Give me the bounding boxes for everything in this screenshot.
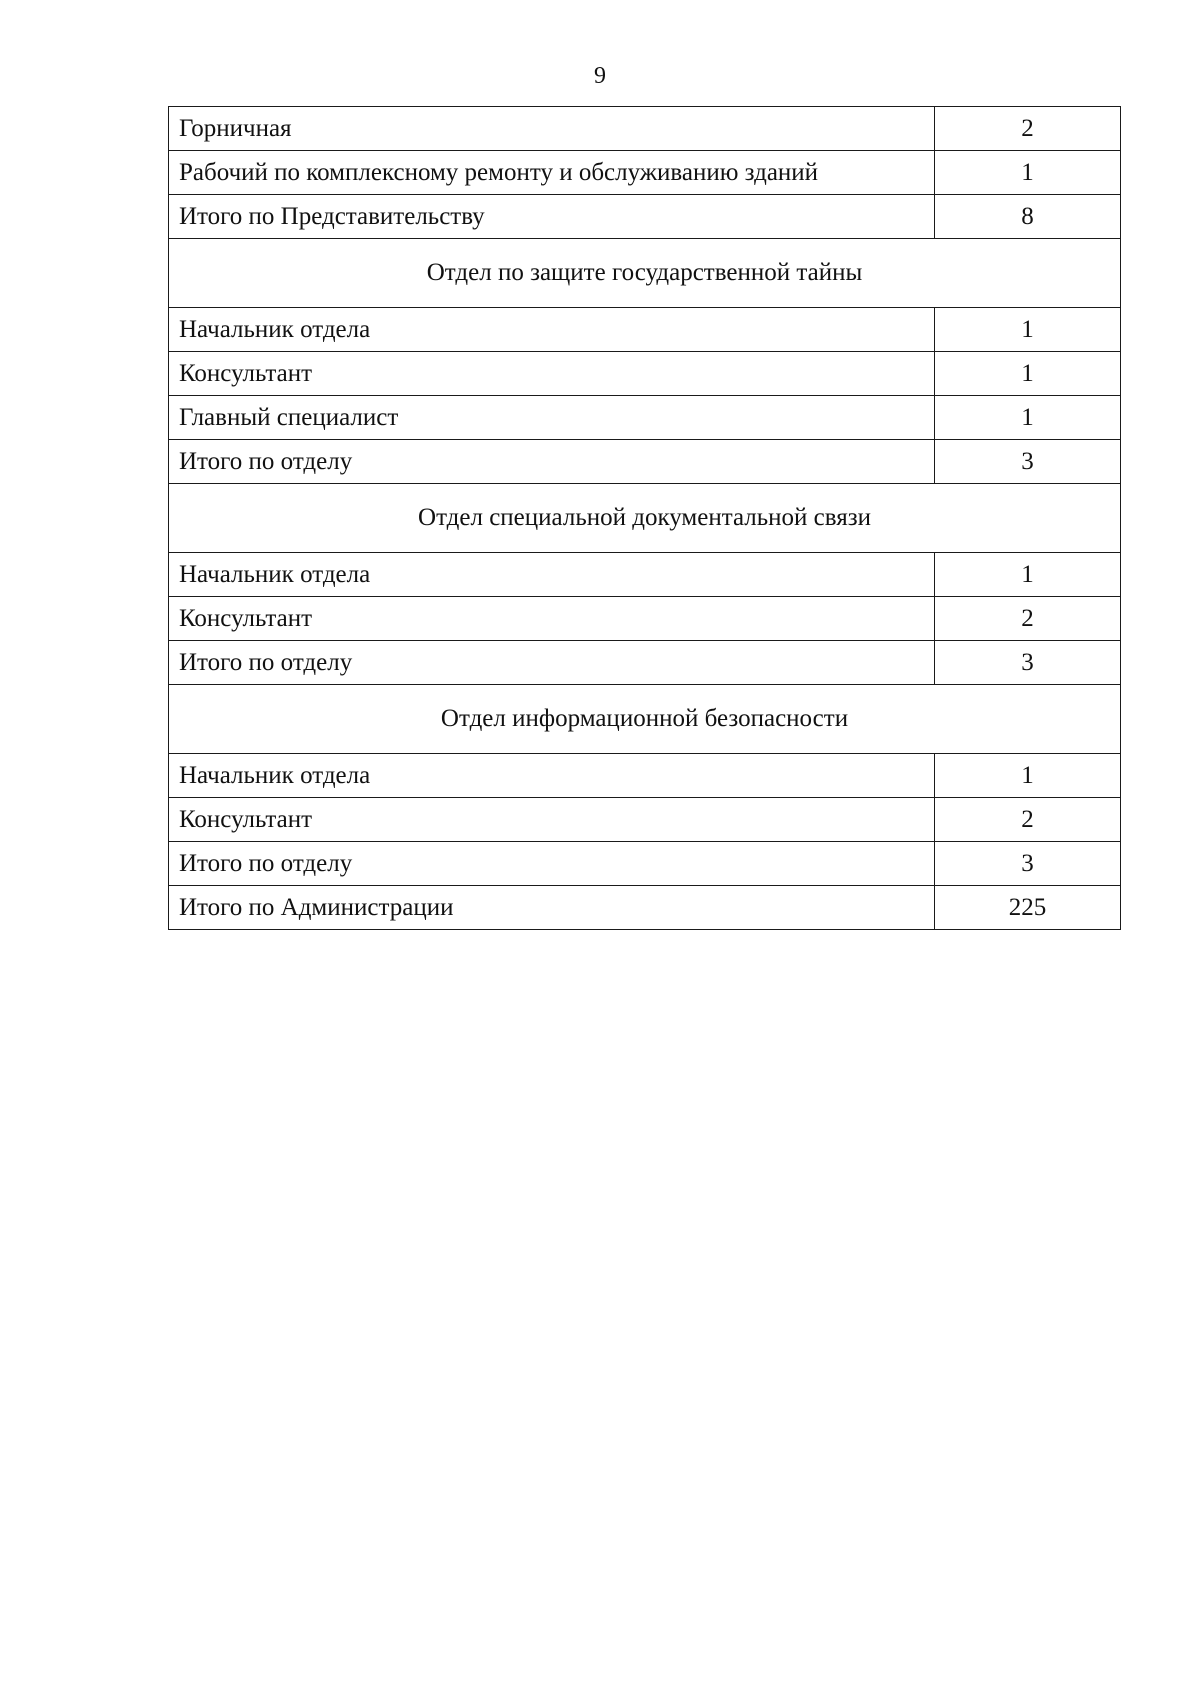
position-name: Начальник отдела <box>169 553 935 597</box>
page-number: 9 <box>594 63 606 89</box>
subtotal-count: 3 <box>935 641 1121 685</box>
section-row <box>169 239 1121 308</box>
section-heading: Отдел по защите государственной тайны <box>169 239 1121 308</box>
table-row <box>169 308 1121 352</box>
table-row <box>169 597 1121 641</box>
position-name: Начальник отдела <box>169 754 935 798</box>
table-row <box>169 440 1121 484</box>
subtotal-label: Итого по отделу <box>169 842 935 886</box>
subtotal-label: Итого по отделу <box>169 440 935 484</box>
position-name: Консультант <box>169 597 935 641</box>
table-row <box>169 352 1121 396</box>
position-name: Горничная <box>169 107 935 151</box>
table-row <box>169 107 1121 151</box>
section-heading: Отдел информационной безопасности <box>169 685 1121 754</box>
table-row <box>169 553 1121 597</box>
table-row <box>169 641 1121 685</box>
table-row <box>169 842 1121 886</box>
position-count: 1 <box>935 308 1121 352</box>
position-name: Главный специалист <box>169 396 935 440</box>
subtotal-label: Итого по отделу <box>169 641 935 685</box>
position-count: 1 <box>935 553 1121 597</box>
staffing-table <box>168 106 1121 930</box>
table-row <box>169 798 1121 842</box>
position-name: Консультант <box>169 352 935 396</box>
subtotal-count: 3 <box>935 440 1121 484</box>
position-name: Консультант <box>169 798 935 842</box>
subtotal-label: Итого по Представительству <box>169 195 935 239</box>
subtotal-count: 8 <box>935 195 1121 239</box>
table-row <box>169 754 1121 798</box>
position-name: Начальник отдела <box>169 308 935 352</box>
grand-total-label: Итого по Администрации <box>169 886 935 930</box>
table-row <box>169 195 1121 239</box>
section-row <box>169 484 1121 553</box>
position-count: 1 <box>935 754 1121 798</box>
position-count: 2 <box>935 107 1121 151</box>
position-count: 2 <box>935 597 1121 641</box>
position-count: 2 <box>935 798 1121 842</box>
table-row <box>169 151 1121 195</box>
position-name: Рабочий по комплексному ремонту и обслуживанию зданий <box>169 151 935 195</box>
position-count: 1 <box>935 352 1121 396</box>
subtotal-count: 3 <box>935 842 1121 886</box>
section-row <box>169 685 1121 754</box>
grand-total-count: 225 <box>935 886 1121 930</box>
grand-total-row <box>169 886 1121 930</box>
position-count: 1 <box>935 151 1121 195</box>
section-heading: Отдел специальной документальной связи <box>169 484 1121 553</box>
position-count: 1 <box>935 396 1121 440</box>
table-row <box>169 396 1121 440</box>
